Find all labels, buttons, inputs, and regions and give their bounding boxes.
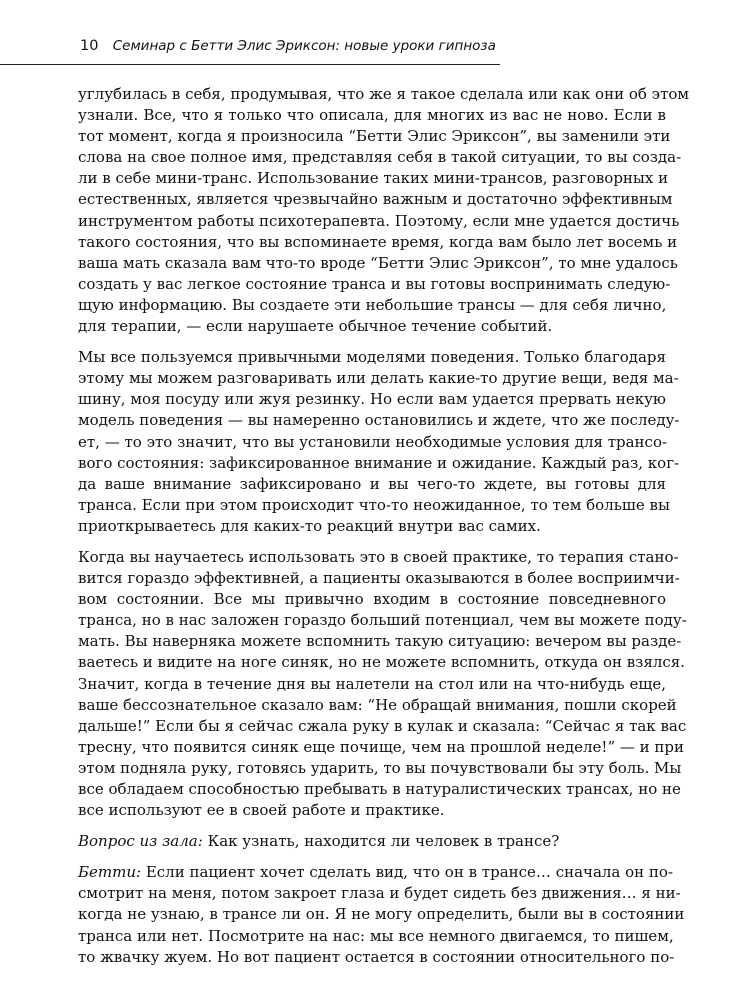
answer-first-line (78, 862, 674, 883)
paragraph-3 (78, 547, 687, 821)
page-number: 10 (80, 38, 99, 54)
text-line: приоткрываетесь для каких-то реакций внутри вас самих. (78, 516, 541, 535)
text-line: вом состоянии. Все мы привычно входим в состояние повседневного (78, 590, 666, 609)
text-line: вится гораздо эффективней, а пациенты оказываются в более восприимчи- (78, 569, 680, 588)
text-line: ваша мать сказала вам что-то вроде “Бетти Элис Эриксон”, то мне удалось (78, 253, 678, 272)
text-line: такого состояния, что вы вспоминаете время, когда вам было лет восемь и (78, 232, 678, 251)
question-paragraph (78, 831, 666, 852)
text-line: да ваше внимание зафиксировано и вы чего-то ждете, вы готовы для (78, 474, 666, 493)
text-line: тот момент, когда я произносила “Бетти Элис Эриксон”, вы заменили эти (78, 127, 671, 146)
paragraph-2 (78, 347, 680, 537)
text-line: Мы все пользуемся привычными моделями поведения. Только благодаря (78, 348, 666, 367)
running-title: Семинар с Бетти Элис Эриксон: новые уроки гипноза (112, 38, 496, 54)
text-line: смотрит на меня, потом закроет глаза и будет сидеть без движения… я ни- (78, 884, 681, 903)
text-line: модель поведения — вы намеренно остановились и ждете, что же последу- (78, 411, 680, 430)
text-line: этом подняла руку, готовясь ударить, то вы почувствовали бы эту боль. Мы (78, 758, 682, 777)
answer-paragraph (78, 862, 685, 967)
text-line: щую информацию. Вы создаете эти небольшие трансы — для себя лично, (78, 295, 667, 314)
text-line: все используют ее в своей работе и практике. (78, 801, 445, 820)
text-line: все обладаем способностью пребывать в натуралистических трансах, но не (78, 780, 681, 798)
text-line: ваетесь и видите на ноге синяк, но не можете вспомнить, откуда он взялся. (78, 653, 685, 672)
text-line: то жвачку жуем. Но вот пациент остается в состоянии относительного по- (78, 947, 675, 966)
running-header (80, 38, 707, 62)
text-line: естественных, является чрезвычайно важным и достаточно эффективным (78, 190, 673, 209)
text-line: углубилась в себя, продумывая, что же я такое сделала или как они об этом (78, 85, 690, 103)
text-line: шину, моя посуду или жуя резинку. Но если вам удается прервать некую (78, 390, 666, 409)
text-line: Когда вы научаетесь использовать это в своей практике, то терапия стано- (78, 547, 679, 566)
header-rule (0, 64, 500, 65)
text-line: для терапии, — если нарушаете обычное течение событий. (78, 317, 553, 336)
text-line: узнали. Все, что я только что описала, для многих из вас не ново. Если в (78, 106, 666, 125)
text-line: вого состояния: зафиксированное внимание и ожидание. Каждый раз, ког- (78, 453, 680, 472)
text-line: когда не узнаю, в трансе ли он. Я не могу определить, были вы в состоянии (78, 905, 685, 924)
text-line: этому мы можем разговаривать или делать какие-то другие вещи, ведя ма- (78, 369, 679, 388)
text-line: создать у вас легкое состояние транса и вы готовы воспринимать следую- (78, 274, 671, 293)
text-line: слова на свое полное имя, представляя себя в такой ситуации, то вы созда- (78, 148, 682, 167)
answer-first-line-text: Если пациент хочет сделать вид, что он в трансе… сначала он по- (141, 863, 674, 882)
text-line: дальше!” Если бы я сейчас сжала руку в кулак и сказала: “Сейчас я так вас (78, 716, 687, 735)
text-line: ли в себе мини-транс. Использование таких мини-трансов, разговорных и (78, 169, 669, 188)
paragraph-1 (78, 84, 690, 337)
text-line: ет, — то это значит, что вы установили необходимые условия для трансо- (78, 432, 668, 451)
text-line: транса, но в нас заложен гораздо больший потенциал, чем вы можете поду- (78, 611, 687, 630)
answer-speaker: Бетти: (78, 863, 142, 882)
text-line: транса или нет. Посмотрите на нас: мы все немного двигаемся, то пишем, (78, 926, 674, 945)
text-line: тресну, что появится синяк еще почище, чем на прошлой неделе!” — и при (78, 737, 685, 756)
text-line: Значит, когда в течение дня вы налетели на стол или на что-нибудь еще, (78, 674, 666, 693)
text-line: инструментом работы психотерапевта. Поэтому, если мне удается достичь (78, 211, 680, 230)
text-line: транса. Если при этом происходит что-то неожиданное, то тем больше вы (78, 495, 670, 514)
text-line: мать. Вы наверняка можете вспомнить такую ситуацию: вечером вы разде- (78, 632, 682, 651)
question-text: Как узнать, находится ли человек в трансе? (202, 832, 560, 851)
text-line: ваше бессознательное сказало вам: “Не обращай внимания, пошли скорей (78, 695, 677, 714)
question-line (78, 831, 666, 852)
body-text (78, 84, 690, 978)
question-speaker: Вопрос из зала: (78, 832, 203, 851)
